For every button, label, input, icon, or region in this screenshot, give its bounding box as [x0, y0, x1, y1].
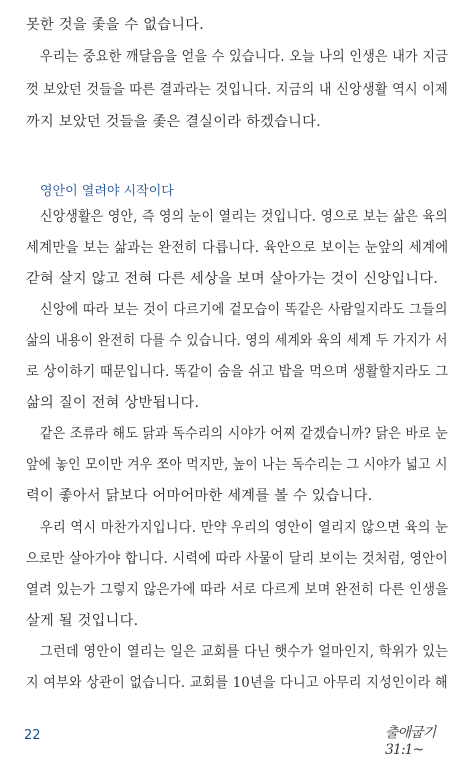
- body-line: 껏 보았던 것들을 따른 결과라는 것입니다. 지금의 내 신앙생활 역시 이제: [26, 82, 449, 98]
- body-line: 력이 좋아서 닭보다 어마어마한 세계를 볼 수 있습니다.: [26, 488, 373, 504]
- body-line: 갇혀 살지 않고 전혀 다른 세상을 보며 살아가는 것이 신앙입니다.: [26, 271, 439, 287]
- body-line: 우리는 중요한 깨달음을 얻을 수 있습니다. 오늘 나의 인생은 내가 지금: [40, 49, 449, 65]
- body-line: 으로만 살아가야 합니다. 시력에 따라 사물이 달리 보이는 것처럼, 영안이: [26, 551, 449, 567]
- body-line: 까지 보았던 것들을 좇은 결실이라 하겠습니다.: [26, 114, 321, 130]
- body-line: 우리 역시 마찬가지입니다. 만약 우리의 영안이 열리지 않으면 육의 눈: [40, 520, 449, 536]
- body-line: 삶의 내용이 완전히 다를 수 있습니다. 영의 세계와 육의 세계 두 가지가 서: [26, 333, 448, 349]
- body-line: 같은 조류라 해도 닭과 독수리의 시야가 어찌 같겠습니까? 닭은 바로 눈: [40, 426, 449, 442]
- body-line: 앞에 놓인 모이만 겨우 쪼아 먹지만, 높이 나는 독수리는 그 시야가 넓고 시: [26, 457, 448, 473]
- body-line: 로 상이하기 때문입니다. 똑같이 숨을 쉬고 밥을 먹으며 생활할지라도 그: [26, 364, 449, 380]
- body-line: 살게 될 것입니다.: [26, 613, 139, 629]
- body-line: 신앙에 따라 보는 것이 다르기에 겉모습이 똑같은 사람일지라도 그들의: [40, 302, 448, 318]
- page-number: 22: [24, 728, 41, 743]
- footer-signature: 출애굽기 31:1~: [385, 725, 436, 758]
- body-line: 세계만을 보는 삶과는 완전히 다릅니다. 육안으로 보이는 눈앞의 세계에: [26, 240, 449, 256]
- body-line: 열려 있는가 그렇지 않은가에 따라 서로 다르게 보며 완전히 다른 인생을: [26, 582, 449, 598]
- body-line: 신앙생활은 영안, 즉 영의 눈이 열리는 것입니다. 영으로 보는 삶은 육의: [40, 209, 448, 225]
- body-line: 그런데 영안이 열리는 일은 교회를 다닌 햇수가 얼마인지, 학위가 있는: [40, 644, 449, 660]
- body-line: 삶의 질이 전혀 상반됩니다.: [26, 395, 200, 411]
- body-line: 지 여부와 상관이 없습니다. 교회를 10년을 다니고 아무리 지성인이라 해: [26, 675, 448, 691]
- body-line: 못한 것을 좇을 수 없습니다.: [26, 17, 205, 33]
- section-heading: 영안이 열려야 시작이다: [40, 184, 174, 199]
